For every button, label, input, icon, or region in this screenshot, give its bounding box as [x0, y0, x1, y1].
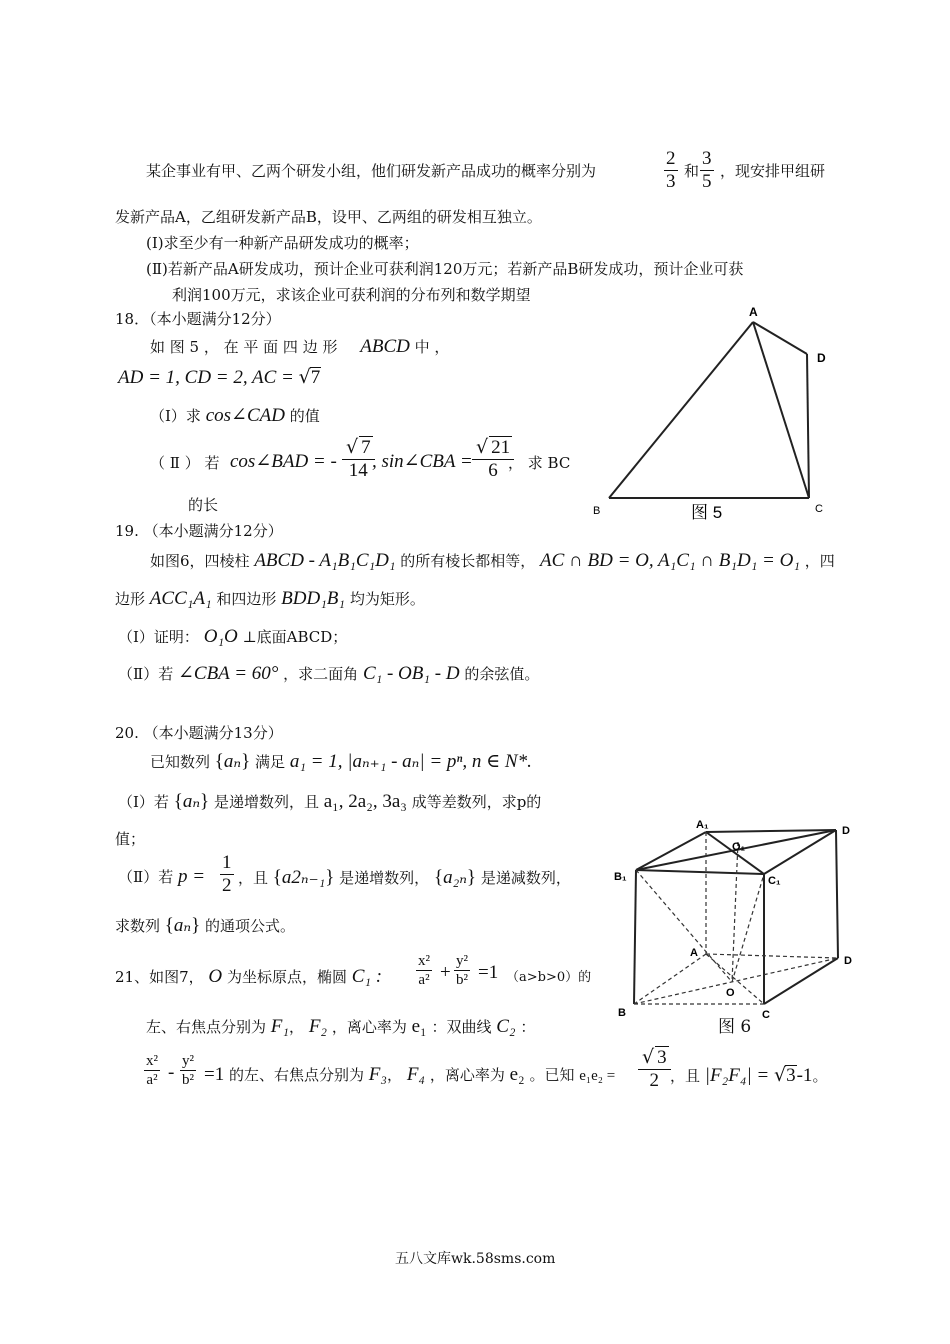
q20-part1: （Ⅰ）若 {aₙ} 是递增数列，且 a₁, 2a₂, 3a₃ 成等差数列，求p的	[118, 791, 542, 812]
fig6-label-c: C	[762, 1009, 770, 1021]
q19-part1: （Ⅰ）证明： O₁O ⊥底面ABCD；	[118, 626, 348, 647]
q20-part2-pre: （Ⅱ）若 p =	[118, 866, 206, 887]
q21-plus: +	[440, 962, 451, 983]
q17-fraction-2: $\frac{3}{5}$	[702, 148, 712, 192]
fig5-label-b: B	[593, 505, 601, 517]
figure-5	[585, 300, 845, 530]
q20-line3: 求数列 {aₙ} 的通项公式。	[115, 915, 296, 936]
fig6-label-c1: C₁	[768, 875, 781, 887]
fig6-label-b1: B₁	[614, 871, 627, 883]
q21-line1: 21、如图7， O 为坐标原点，椭圆 C₁ :	[115, 966, 383, 987]
q18-part2-tail: ， 求 BC	[508, 454, 571, 472]
q21-line3-tail: ，且 |F₂F₄| = √3-1。	[670, 1064, 828, 1086]
q21-hyper-y: $\frac{\text{y²}}{\text{b²}}$	[182, 1053, 194, 1088]
q19-line1: 如图6，四棱柱 ABCD - A₁B₁C₁D₁ 的所有棱长都相等， AC ∩ BD = O, A₁C₁ ∩ B₁D₁ = O₁ ，四	[150, 550, 835, 571]
q18-part2-sin: , sin∠CBA =	[372, 451, 473, 472]
q17-line1-tail: ，现安排甲组研	[720, 162, 826, 180]
fig5-label-d: D	[817, 351, 826, 365]
q18-part2-line2: 的长	[188, 496, 219, 514]
q21-line3: =1 的左、右焦点分别为 F₃， F₄ ，离心率为 e₂ 。已知 e₁e₂ =	[204, 1064, 616, 1085]
q17-part2-line1: (Ⅱ)若新产品A研发成功，预计企业可获利润120万元；若新产品B研发成功，预计企业可获	[146, 260, 744, 278]
q21-ellipse-y: $\frac{\text{y²}}{\text{b²}}$	[456, 953, 468, 988]
q19-header: 19. （本小题满分12分）	[115, 522, 283, 540]
q20-line1: 已知数列 {aₙ} 满足 a₁ = 1, |aₙ₊₁ - aₙ| = pⁿ, n ∈ N*.	[150, 751, 532, 772]
q18-given: AD = 1, CD = 2, AC = √7	[118, 366, 321, 388]
q18-fraction-a: $\frac{√ 7}{14}$	[342, 436, 375, 482]
q21-line2: 左、右焦点分别为 F₁， F₂ ，离心率为 e₁ ：双曲线 C₂ ：	[146, 1016, 536, 1037]
q17-line2: 发新产品A，乙组研发新产品B，设甲、乙两组的研发相互独立。	[115, 208, 542, 226]
q20-part2-rest: ，且 {a2ₙ₋₁} 是递增数列， {a₂ₙ} 是递减数列，	[238, 867, 571, 888]
q18-fraction-b: $\frac{√ 21}{6}$	[472, 436, 514, 482]
fig6-label-o1: O₁	[732, 841, 746, 853]
fig6-label-d-top: D	[842, 825, 850, 837]
fig6-caption: 图 6	[718, 1017, 752, 1037]
fig5-label-a: A	[749, 305, 758, 319]
q21-cond: （a>b>0）的	[506, 970, 592, 985]
q20-header: 20. （本小题满分13分）	[115, 724, 283, 742]
fig6-label-o: O	[726, 987, 735, 999]
q21-fraction-sqrt3: $\frac{√ 3}{2}$	[638, 1046, 671, 1092]
q17-part1: (Ⅰ)求至少有一种新产品研发成功的概率；	[146, 234, 419, 252]
fig6-label-a: A	[690, 947, 698, 959]
q20-part1-line2: 值；	[115, 830, 146, 848]
q18-intro: 如 图 5 ， 在 平 面 四 边 形 ABCD 中 ，	[150, 336, 450, 357]
q17-and: 和	[684, 162, 700, 180]
q18-part1: （Ⅰ）求 cos∠CAD 的值	[150, 405, 320, 426]
q19-line2: 边形 ACC₁A₁ 和四边形 BDD₁B₁ 均为矩形。	[115, 588, 425, 609]
q20-fraction-half: $\frac{1}{2}$	[222, 852, 232, 896]
fig5-caption: 图 5	[691, 503, 723, 522]
fig6-label-a1: A₁	[696, 819, 709, 831]
q21-minus: -	[168, 1062, 175, 1083]
q18-header: 18．（本小题满分12分）	[115, 310, 281, 328]
q21-eq1: =1	[478, 962, 499, 983]
fig6-label-b: B	[618, 1007, 626, 1019]
q17-fraction-1: $\frac{2}{3}$	[666, 148, 676, 192]
q18-part2-cos: cos∠BAD = -	[230, 451, 337, 472]
q17-line1: 某企事业有甲、乙两个研发小组，他们研发新产品成功的概率分别为	[146, 162, 597, 180]
figure-6	[610, 808, 870, 1038]
q19-part2: （Ⅱ）若 ∠CBA = 60° ，求二面角 C₁ - OB₁ - D 的余弦值。	[118, 663, 540, 684]
q17-part2-line2: 利润100万元，求该企业可获利润的分布列和数学期望	[172, 286, 531, 304]
q21-hyper-x: $\frac{\text{x²}}{\text{a²}}$	[146, 1053, 158, 1088]
fig6-label-d: D	[844, 955, 852, 967]
page-footer: 五八文库wk.58sms.com	[395, 1251, 556, 1267]
q21-ellipse-x: $\frac{\text{x²}}{\text{a²}}$	[418, 953, 430, 988]
q18-part2-label: （ Ⅱ ） 若	[150, 454, 220, 472]
fig5-label-c: C	[815, 503, 823, 515]
